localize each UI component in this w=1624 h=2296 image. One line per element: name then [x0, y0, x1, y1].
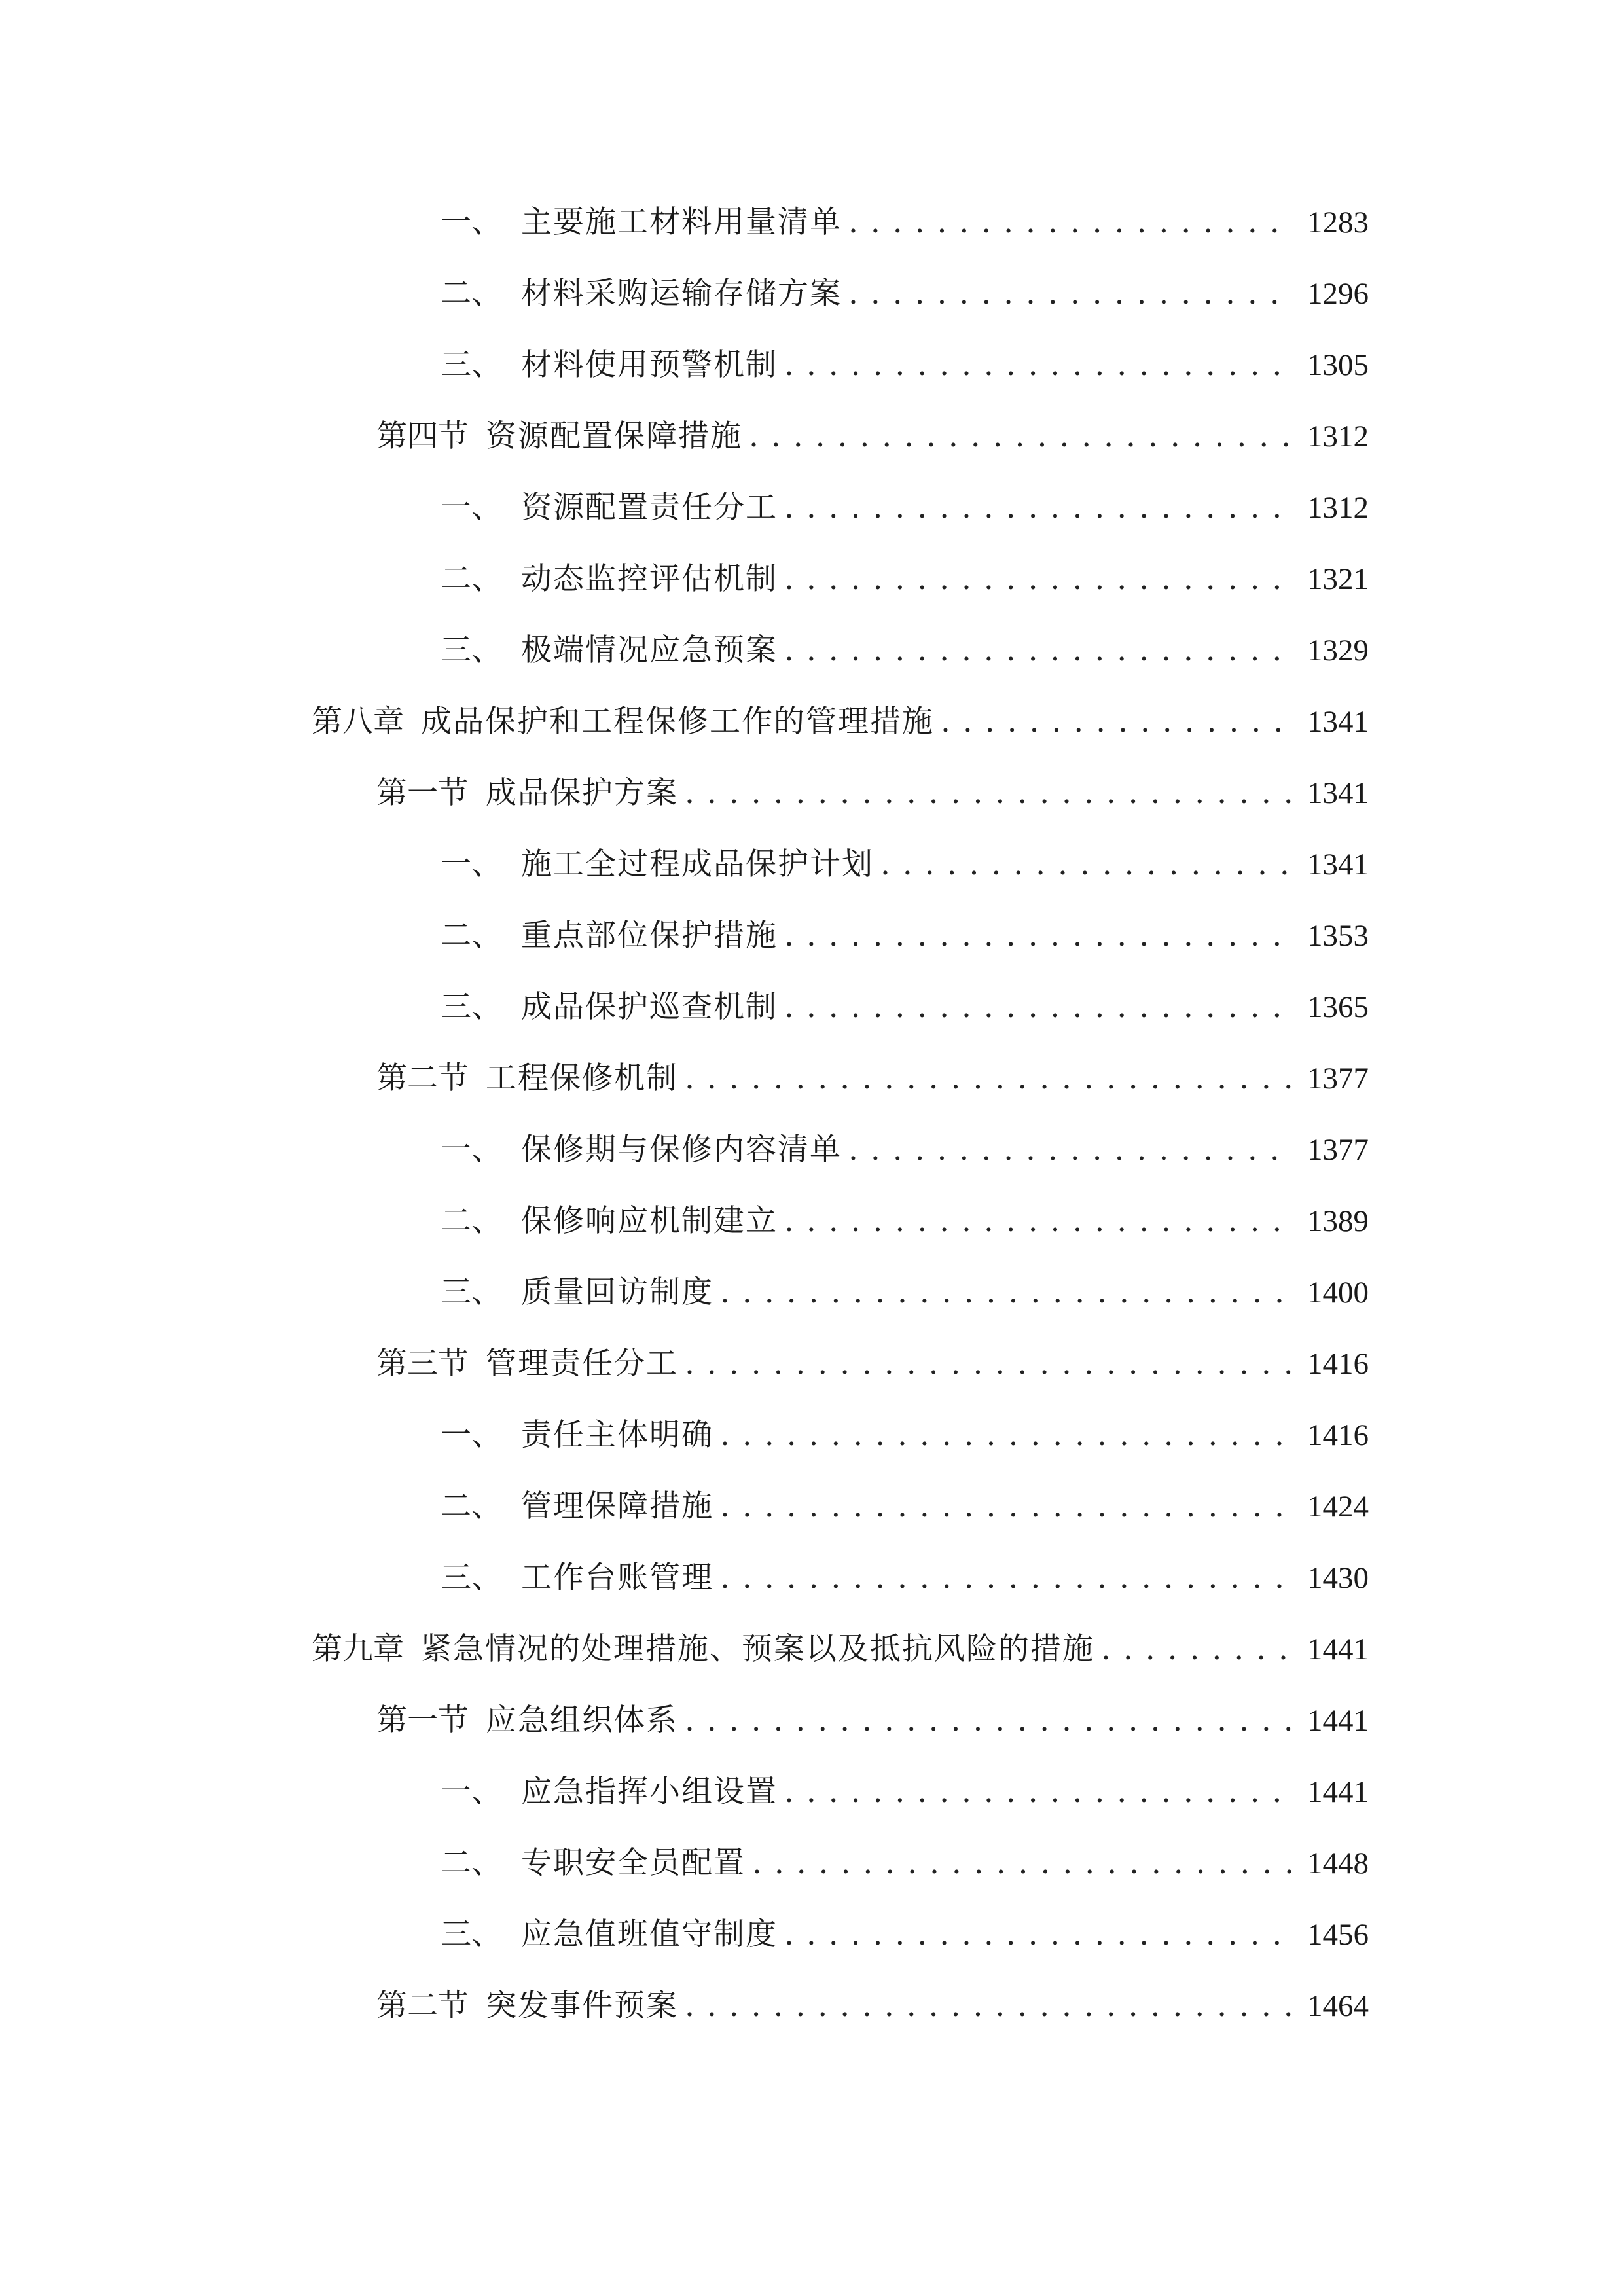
toc-entry-number: 三、: [441, 1274, 502, 1310]
toc-entry[interactable]: [441, 1189, 1369, 1241]
toc-entry-number: 二、: [441, 1203, 502, 1239]
toc-entry-title: 成品保护和工程保修工作的管理措施: [421, 704, 934, 740]
toc-entry-title: 极端情况应急预案: [521, 632, 778, 668]
dot-leader: [784, 346, 1294, 385]
toc-entry-page: 1305: [1307, 348, 1369, 382]
toc-entry-page: 1353: [1307, 919, 1369, 953]
toc-entry-page: 1416: [1307, 1347, 1369, 1381]
dot-leader: [784, 631, 1294, 670]
dot-leader: [720, 1487, 1294, 1526]
toc-entry[interactable]: [441, 1117, 1369, 1170]
toc-entry-page: 1377: [1307, 1062, 1369, 1096]
toc-entry-title: 责任主体明确: [521, 1417, 713, 1453]
toc-entry-title: 动态监控评估机制: [521, 561, 778, 597]
dot-leader: [784, 488, 1294, 528]
toc-entry[interactable]: [441, 190, 1369, 242]
toc-entry-number: 一、: [441, 1774, 502, 1810]
toc-entry[interactable]: [441, 475, 1369, 528]
toc-entry-number: 二、: [441, 918, 502, 954]
toc-entry-number: 三、: [441, 989, 502, 1025]
toc-entry[interactable]: [441, 832, 1369, 884]
toc-entry[interactable]: [376, 1973, 1369, 2026]
toc-entry-title: 资源配置责任分工: [521, 490, 778, 526]
toc-entry-number: 第九章: [312, 1631, 404, 1667]
toc-entry[interactable]: [441, 1545, 1369, 1598]
toc-entry[interactable]: [441, 1403, 1369, 1455]
toc-entry-page: 1312: [1307, 420, 1369, 454]
toc-entry[interactable]: [441, 975, 1369, 1027]
toc-entry-title: 主要施工材料用量清单: [521, 204, 842, 240]
toc-entry-page: 1329: [1307, 634, 1369, 668]
toc-entry-page: 1341: [1307, 776, 1369, 810]
toc-entry[interactable]: [376, 761, 1369, 813]
dot-leader: [720, 1416, 1294, 1455]
toc-entry-number: 一、: [441, 204, 502, 240]
dot-leader: [784, 1772, 1294, 1812]
toc-entry-title: 应急值班值守制度: [521, 1916, 778, 1952]
toc-entry[interactable]: [441, 1759, 1369, 1812]
dot-leader: [685, 1986, 1294, 2026]
toc-entry-title: 管理责任分工: [486, 1346, 678, 1382]
toc-entry-page: 1456: [1307, 1918, 1369, 1952]
toc-entry-title: 成品保护方案: [486, 775, 678, 811]
toc-entry[interactable]: [441, 618, 1369, 670]
dot-leader: [784, 1915, 1294, 1954]
toc-entry-number: 第四节: [376, 418, 469, 454]
toc-entry-page: 1321: [1307, 562, 1369, 596]
toc-entry-number: 一、: [441, 1132, 502, 1168]
toc-entry-page: 1389: [1307, 1204, 1369, 1238]
toc-entry-number: 第二节: [376, 1988, 469, 2024]
toc-entry-page: 1341: [1307, 848, 1369, 882]
toc-entry-page: 1283: [1307, 206, 1369, 240]
toc-entry-page: 1377: [1307, 1133, 1369, 1167]
toc-entry-number: 一、: [441, 490, 502, 526]
dot-leader: [848, 203, 1294, 242]
toc-entry-title: 材料使用预警机制: [521, 347, 778, 383]
toc-entry-number: 一、: [441, 1417, 502, 1453]
dot-leader: [685, 1701, 1294, 1740]
toc-entry-title: 应急指挥小组设置: [521, 1774, 778, 1810]
toc-entry-number: 三、: [441, 1560, 502, 1596]
toc-entry-title: 成品保护巡查机制: [521, 989, 778, 1025]
toc-entry[interactable]: [441, 903, 1369, 956]
toc-entry[interactable]: [441, 1260, 1369, 1312]
toc-entry-number: 三、: [441, 347, 502, 383]
toc-entry-number: 第八章: [312, 704, 404, 740]
toc-entry[interactable]: [376, 1331, 1369, 1384]
dot-leader: [880, 845, 1294, 884]
toc-entry-title: 施工全过程成品保护计划: [521, 846, 874, 882]
toc-entry-number: 第一节: [376, 1702, 469, 1738]
toc-entry-title: 工程保修机制: [486, 1060, 678, 1096]
toc-entry-title: 突发事件预案: [486, 1988, 678, 2024]
dot-leader: [752, 1844, 1294, 1883]
toc-entry-page: 1441: [1307, 1632, 1369, 1666]
toc-entry[interactable]: [441, 261, 1369, 314]
toc-entry-title: 紧急情况的处理措施、预案以及抵抗风险的措施: [421, 1631, 1094, 1667]
toc-entry[interactable]: [376, 404, 1369, 456]
toc-entry[interactable]: [441, 1474, 1369, 1526]
dot-leader: [848, 274, 1294, 314]
toc-entry-number: 三、: [441, 632, 502, 668]
toc-entry[interactable]: [441, 547, 1369, 599]
dot-leader: [1101, 1630, 1294, 1669]
toc-entry-number: 三、: [441, 1916, 502, 1952]
dot-leader: [784, 916, 1294, 956]
dot-leader: [784, 988, 1294, 1027]
toc-entry-page: 1365: [1307, 990, 1369, 1024]
toc-entry-title: 专职安全员配置: [521, 1845, 746, 1881]
toc-entry-title: 材料采购运输存储方案: [521, 276, 842, 312]
toc-entry-number: 二、: [441, 1845, 502, 1881]
toc-entry-page: 1341: [1307, 705, 1369, 739]
dot-leader: [848, 1130, 1294, 1170]
toc-entry-number: 第三节: [376, 1346, 469, 1382]
toc-entry-title: 应急组织体系: [486, 1702, 678, 1738]
toc-entry-number: 第一节: [376, 775, 469, 811]
dot-leader: [685, 1344, 1294, 1384]
toc-entry[interactable]: [441, 1902, 1369, 1954]
dot-leader: [685, 1059, 1294, 1098]
toc-entry-title: 质量回访制度: [521, 1274, 713, 1310]
dot-leader: [784, 560, 1294, 599]
toc-entry-title: 保修期与保修内容清单: [521, 1132, 842, 1168]
toc-entry-page: 1312: [1307, 491, 1369, 525]
toc-entry[interactable]: [376, 1688, 1369, 1740]
toc-entry[interactable]: [312, 689, 1369, 742]
toc-entry-number: 第二节: [376, 1060, 469, 1096]
toc-entry-number: 二、: [441, 276, 502, 312]
toc-entry[interactable]: [312, 1617, 1369, 1669]
dot-leader: [685, 774, 1294, 813]
toc-entry-title: 管理保障措施: [521, 1488, 713, 1524]
toc-entry[interactable]: [441, 1831, 1369, 1883]
toc-entry-page: 1296: [1307, 277, 1369, 311]
toc-entry-title: 资源配置保障措施: [486, 418, 742, 454]
toc-entry-page: 1430: [1307, 1561, 1369, 1595]
toc-entry[interactable]: [376, 1046, 1369, 1098]
dot-leader: [720, 1558, 1294, 1598]
toc-entry-title: 保修响应机制建立: [521, 1203, 778, 1239]
toc-entry-number: 二、: [441, 1488, 502, 1524]
toc-entry-page: 1400: [1307, 1276, 1369, 1310]
toc-entry-page: 1448: [1307, 1846, 1369, 1880]
toc-entry-page: 1464: [1307, 1989, 1369, 2023]
toc-entry-page: 1416: [1307, 1418, 1369, 1452]
toc-entry[interactable]: [441, 332, 1369, 385]
dot-leader: [941, 702, 1294, 742]
toc-entry-page: 1441: [1307, 1704, 1369, 1738]
dot-leader: [720, 1273, 1294, 1312]
toc-entry-page: 1441: [1307, 1775, 1369, 1809]
toc-entry-number: 二、: [441, 561, 502, 597]
dot-leader: [784, 1202, 1294, 1241]
dot-leader: [749, 417, 1294, 456]
toc-entry-title: 工作台账管理: [521, 1560, 713, 1596]
toc-entry-page: 1424: [1307, 1490, 1369, 1524]
toc-entry-number: 一、: [441, 846, 502, 882]
toc-entry-title: 重点部位保护措施: [521, 918, 778, 954]
